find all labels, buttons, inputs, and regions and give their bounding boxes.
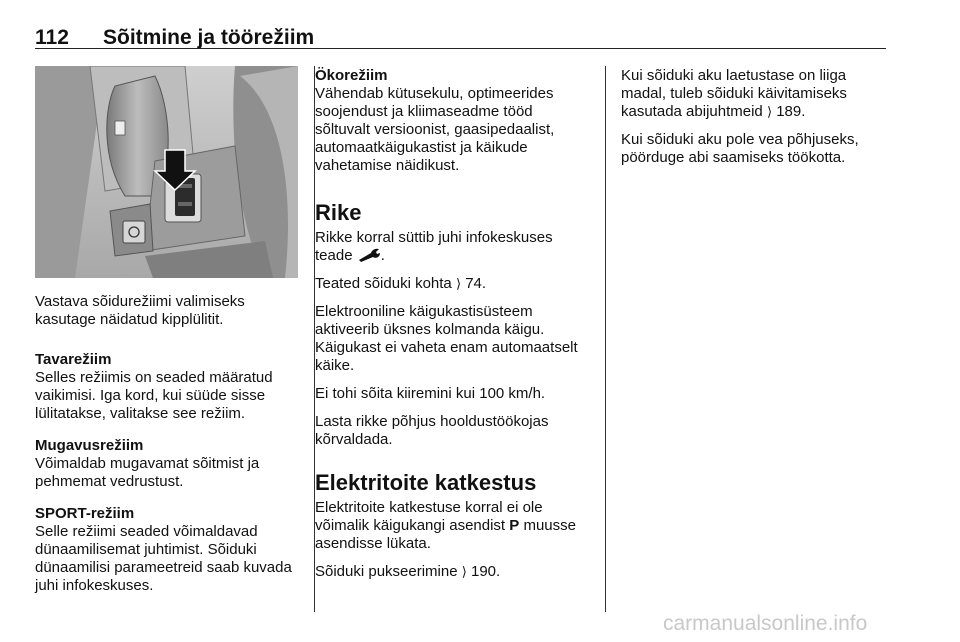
eco-text: Vähendab kütusekulu, optimeerides soojendust ja kliimaseadme tööd sõltuvalt versioonist, gaasipedaalist, automaatkäigukastist ja käikude vahetamise näidikust.: [315, 85, 555, 174]
wrench-icon: [357, 248, 381, 262]
drive-mode-switch-photo: [35, 66, 298, 278]
column-divider-2: [605, 66, 606, 612]
fault-heading: Rike: [315, 200, 362, 225]
arrow-ref-icon: ⟩: [766, 104, 773, 119]
gearbox-text: Elektrooniline käigukastisüsteem aktiveerib üksnes kolmanda käigu. Käigukast ei vaheta enam automaatselt käike.: [315, 303, 578, 374]
section-text: Võimaldab mugavamat sõitmist ja pehmemat vedrustust.: [35, 455, 260, 490]
photo-caption: Vastava sõidurežiimi valimiseks kasutage näidatud kipplülitit.: [35, 293, 245, 328]
battery-ref[interactable]: Kui sõiduki aku laetustase on liiga madal, tuleb sõiduki käivitamiseks kasutada abijuhtmeid ⟩ 189.: [621, 67, 847, 120]
speed-text: Ei tohi sõita kiiremini kui 100 km/h.: [315, 385, 546, 402]
workshop-text: Lasta rikke põhjus hooldustöökojas kõrvaldada.: [315, 413, 549, 448]
section-text: Selles režiimis on seaded määratud vaikimisi. Iga kord, kui süüde sisse lülitatakse, valitakse see režiim.: [35, 369, 273, 422]
watermark: carmanualsonline.info: [663, 612, 868, 635]
arrow-ref-icon: ⟩: [461, 564, 467, 579]
towing-ref[interactable]: Sõiduki pukseerimine ⟩ 190.: [315, 563, 501, 580]
battery-fault-text: Kui sõiduki aku pole vea põhjuseks, pöörduge abi saamiseks töökotta.: [621, 131, 859, 166]
eco-heading: Ökorežiim: [315, 67, 388, 84]
section-heading: SPORT-režiim: [35, 505, 135, 522]
power-heading: Elektritoite katkestus: [315, 470, 537, 495]
section-heading: Tavarežiim: [35, 351, 112, 368]
section-heading: Mugavusrežiim: [35, 437, 144, 454]
fault-text: Rikke korral süttib juhi infokeskuses teade .: [315, 229, 553, 264]
section-sport-reziim: [35, 505, 300, 595]
column-1: [35, 293, 300, 609]
column-2: [315, 67, 587, 591]
arrow-ref-icon: ⟩: [455, 276, 462, 291]
section-tavareziim: [35, 351, 300, 423]
page-number: 112: [35, 26, 69, 49]
page-header: [35, 26, 314, 50]
page-title: Sõitmine ja töörežiim: [103, 26, 315, 49]
vehicle-messages-ref[interactable]: Teated sõiduki kohta ⟩ 74.: [315, 275, 487, 292]
power-text: Elektritoite katkestuse korral ei ole võimalik käigukangi asendist P muusse asendisse lükata.: [315, 499, 576, 552]
section-text: Selle režiimi seaded võimaldavad dünaamilisemat juhtimist. Sõiduki dünaamilisi parameetreid saab kuvada juhi infokeskuses.: [35, 523, 292, 594]
column-3: [621, 67, 889, 177]
section-mugavusreziim: [35, 437, 300, 491]
header-rule: [35, 48, 886, 49]
